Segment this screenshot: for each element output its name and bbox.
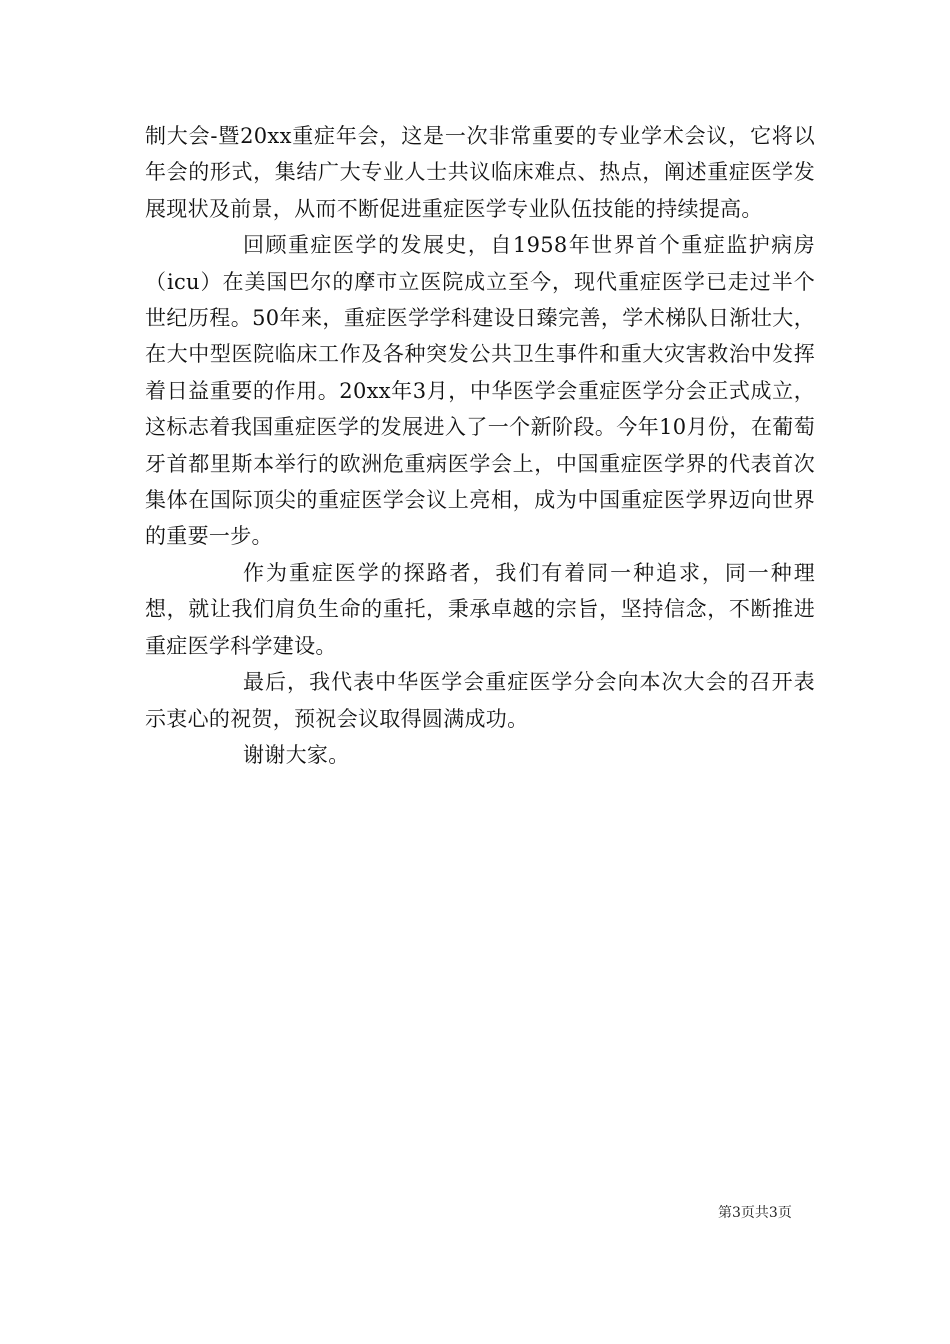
page-number-footer: 第3页共3页 <box>718 1205 792 1221</box>
paragraph-congratulations: 最后，我代表中华医学会重症医学分会向本次大会的召开表示衷心的祝贺，预祝会议取得圆满成功。 <box>145 670 815 731</box>
document-body <box>145 118 815 773</box>
paragraph-thanks: 谢谢大家。 <box>243 742 350 767</box>
paragraph-continuation: 制大会-暨20xx重症年会，这是一次非常重要的专业学术会议，它将以年会的形式，集结广大专业人士共议临床难点、热点，阐述重症医学发展现状及前景，从而不断促进重症医学专业队伍技能的持续提高。 <box>145 124 815 221</box>
paragraph-pioneers: 作为重症医学的探路者，我们有着同一种追求，同一种理想，就让我们肩负生命的重托，秉承卓越的宗旨，坚持信念，不断推进重症医学科学建设。 <box>145 560 815 658</box>
paragraph-history: 回顾重症医学的发展史，自1958年世界首个重症监护病房（icu）在美国巴尔的摩市立医院成立至今，现代重症医学已走过半个世纪历程。50年来，重症医学学科建设日臻完善，学术梯队日渐壮大，在大中型医院临床工作及各种突发公共卫生事件和重大灾害救治中发挥着日益重要的作用。20xx年3月，中华医学会重症医学分会正式成立，这标志着我国重症医学的发展进入了一个新阶段。今年10月份，在葡萄牙首都里斯本举行的欧洲危重病医学会上，中国重症医学界的代表首次集体在国际顶尖的重症医学会议上亮相，成为中国重症医学界迈向世界的重要一步。 <box>145 233 815 549</box>
